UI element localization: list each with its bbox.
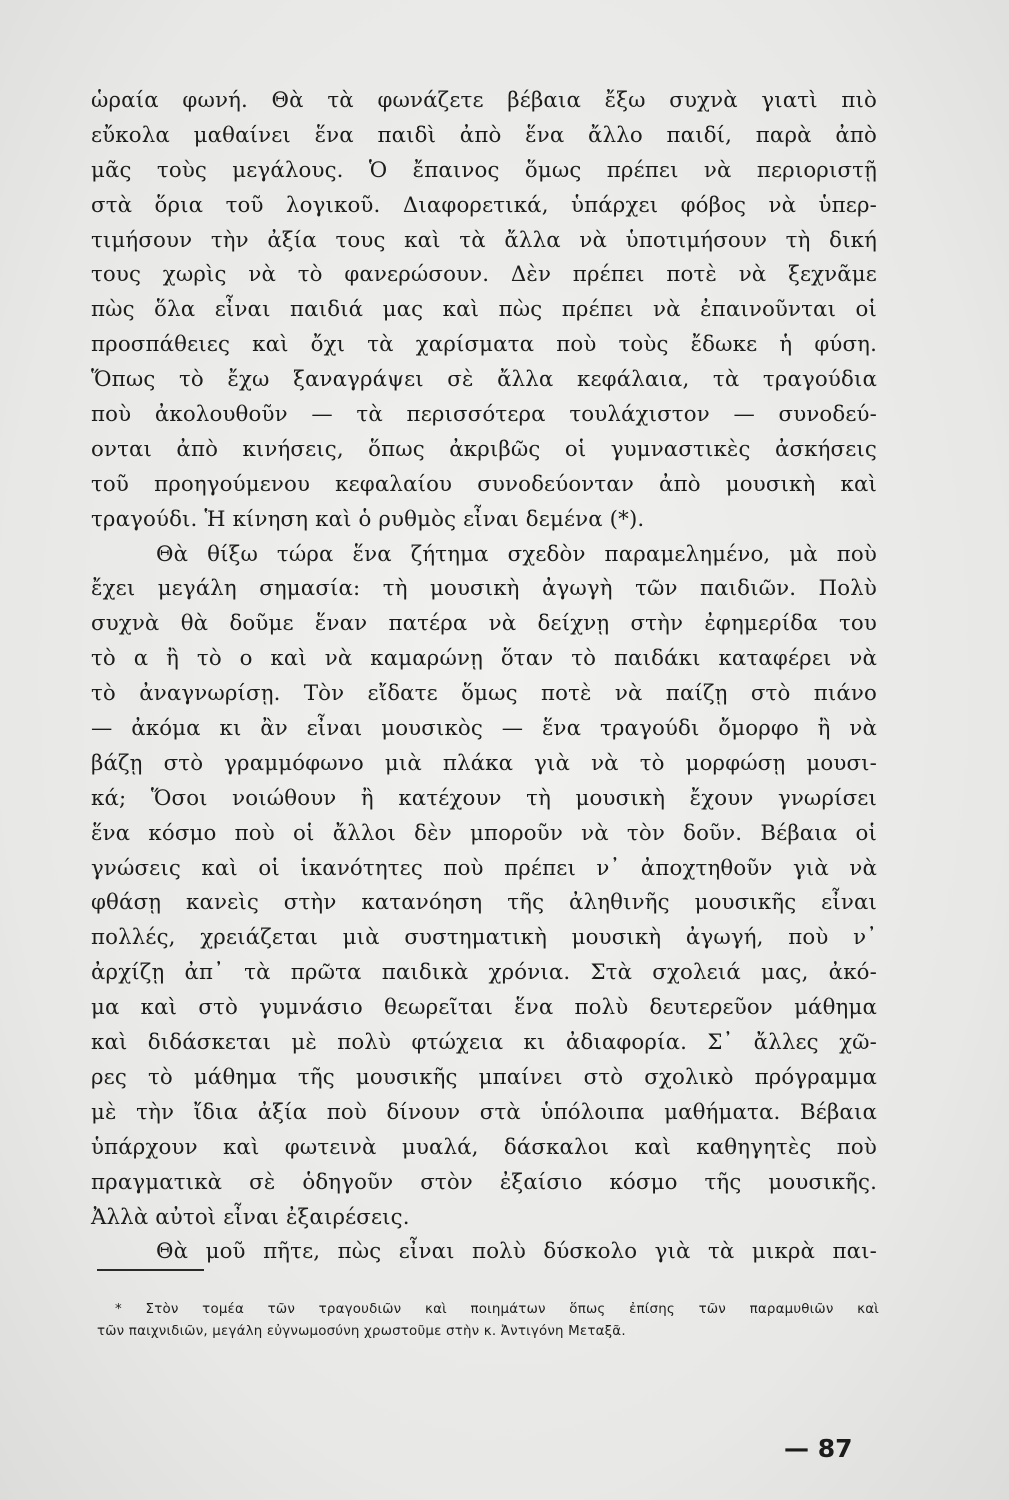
text-line: μᾶς τοὺς μεγάλους. Ὁ ἔπαινος ὅμως πρέπει νὰ περιοριστῇ <box>91 157 877 183</box>
page-number: — 87 <box>784 1434 853 1463</box>
text-line: Θὰ θίξω τώρα ἕνα ζήτημα σχεδὸν παραμελημένο, μὰ ποὺ <box>156 541 877 567</box>
text-line: Ἀλλὰ αὐτοὶ εἶναι ἐξαιρέσεις. <box>91 1204 410 1230</box>
text-line: συχνὰ θὰ δοῦμε ἕναν πατέρα νὰ δείχνῃ στὴν ἐφημερίδα του <box>91 611 877 637</box>
text-line: ἔχει μεγάλη σημασία: τὴ μουσικὴ ἀγωγὴ τῶν παιδιῶν. Πολὺ <box>91 576 877 602</box>
text-line: ονται ἀπὸ κινήσεις, ὅπως ἀκριβῶς οἱ γυμναστικὲς ἀσκήσεις <box>91 436 877 462</box>
text-line: πολλές, χρειάζεται μιὰ συστηματικὴ μουσικὴ ἀγωγή, ποὺ ν᾿ <box>91 925 877 951</box>
text-line: ὑπάρχουν καὶ φωτεινὰ μυαλά, δάσκαλοι καὶ καθηγητὲς ποὺ <box>91 1134 877 1160</box>
text-line: ποὺ ἀκολουθοῦν — τὰ περισσότερα τουλάχιστον — συνοδεύ- <box>91 402 877 428</box>
text-line: κά; Ὅσοι νοιώθουν ἢ κατέχουν τὴ μουσικὴ ἔχουν γνωρίσει <box>91 785 877 811</box>
text-line: ρες τὸ μάθημα τῆς μουσικῆς μπαίνει στὸ σχολικὸ πρόγραμμα <box>91 1064 877 1090</box>
text-line: γνώσεις καὶ οἱ ἱκανότητες ποὺ πρέπει ν᾿ ἀποχτηθοῦν γιὰ νὰ <box>91 855 877 881</box>
text-line: πραγματικὰ σὲ ὁδηγοῦν στὸν ἐξαίσιο κόσμο τῆς μουσικῆς. <box>91 1169 877 1195</box>
text-line: τραγούδι. Ἡ κίνηση καὶ ὁ ρυθμὸς εἶναι δεμένα (*). <box>91 506 645 532</box>
text-line: ἀρχίζῃ ἀπ᾿ τὰ πρῶτα παιδικὰ χρόνια. Στὰ σχολειά μας, ἀκό- <box>91 960 877 986</box>
text-line: τοῦ προηγούμενου κεφαλαίου συνοδεύονταν ἀπὸ μουσικὴ καὶ <box>91 471 877 497</box>
text-line: ἕνα κόσμο ποὺ οἱ ἄλλοι δὲν μποροῦν νὰ τὸν δοῦν. Βέβαια οἱ <box>91 820 877 846</box>
footnote-line: τῶν παιχνιδιῶν, μεγάλη εὐγνωμοσύνη χρωστοῦμε στὴν κ. Ἀντιγόνη Μεταξᾶ. <box>97 1324 626 1339</box>
text-line: μα καὶ στὸ γυμνάσιο θεωρεῖται ἕνα πολὺ δευτερεῦον μάθημα <box>91 995 877 1021</box>
text-line: Θὰ μοῦ πῆτε, πὼς εἶναι πολὺ δύσκολο γιὰ τὰ μικρὰ παι- <box>156 1239 877 1265</box>
text-line: βάζῃ στὸ γραμμόφωνο μιὰ πλάκα γιὰ νὰ τὸ μορφώσῃ μουσι- <box>91 750 877 776</box>
footnote-line: * Στὸν τομέα τῶν τραγουδιῶν καὶ ποιημάτων ὅπως ἐπίσης τῶν παραμυθιῶν καὶ <box>115 1302 879 1317</box>
text-line: τὸ α ἢ τὸ ο καὶ νὰ καμαρώνῃ ὅταν τὸ παιδάκι καταφέρει νὰ <box>91 646 877 672</box>
footnote-divider <box>97 1269 204 1271</box>
text-line: πὼς ὅλα εἶναι παιδιά μας καὶ πὼς πρέπει νὰ ἐπαινοῦνται οἱ <box>91 297 877 323</box>
text-line: φθάσῃ κανεὶς στὴν κατανόηση τῆς ἀληθινῆς μουσικῆς εἶναι <box>91 890 877 916</box>
text-line: τὸ ἀναγνωρίσῃ. Τὸν εἴδατε ὅμως ποτὲ νὰ παίζῃ στὸ πιάνο <box>91 681 877 707</box>
text-line: στὰ ὅρια τοῦ λογικοῦ. Διαφορετικά, ὑπάρχει φόβος νὰ ὑπερ- <box>91 192 877 218</box>
text-line: τιμήσουν τὴν ἀξία τους καὶ τὰ ἄλλα νὰ ὑποτιμήσουν τὴ δική <box>91 227 877 253</box>
text-line: ὡραία φωνή. Θὰ τὰ φωνάζετε βέβαια ἔξω συχνὰ γιατὶ πιὸ <box>91 88 877 113</box>
body-text <box>91 84 877 1270</box>
footnote <box>97 1299 879 1343</box>
text-line: μὲ τὴν ἴδια ἀξία ποὺ δίνουν στὰ ὑπόλοιπα μαθήματα. Βέβαια <box>91 1099 877 1125</box>
text-line: τους χωρὶς νὰ τὸ φανερώσουν. Δὲν πρέπει ποτὲ νὰ ξεχνᾶμε <box>91 262 877 288</box>
text-line: — ἀκόμα κι ἂν εἶναι μουσικὸς — ἕνα τραγούδι ὄμορφο ἢ νὰ <box>91 716 877 742</box>
text-line: Ὅπως τὸ ἔχω ξαναγράψει σὲ ἄλλα κεφάλαια, τὰ τραγούδια <box>91 367 877 393</box>
text-line: προσπάθειες καὶ ὄχι τὰ χαρίσματα ποὺ τοὺς ἔδωκε ἡ φύση. <box>91 332 877 358</box>
text-line: εὔκολα μαθαίνει ἕνα παιδὶ ἀπὸ ἕνα ἄλλο παιδί, παρὰ ἀπὸ <box>91 122 877 148</box>
text-line: καὶ διδάσκεται μὲ πολὺ φτώχεια κι ἀδιαφορία. Σ᾿ ἄλλες χῶ- <box>91 1030 877 1056</box>
